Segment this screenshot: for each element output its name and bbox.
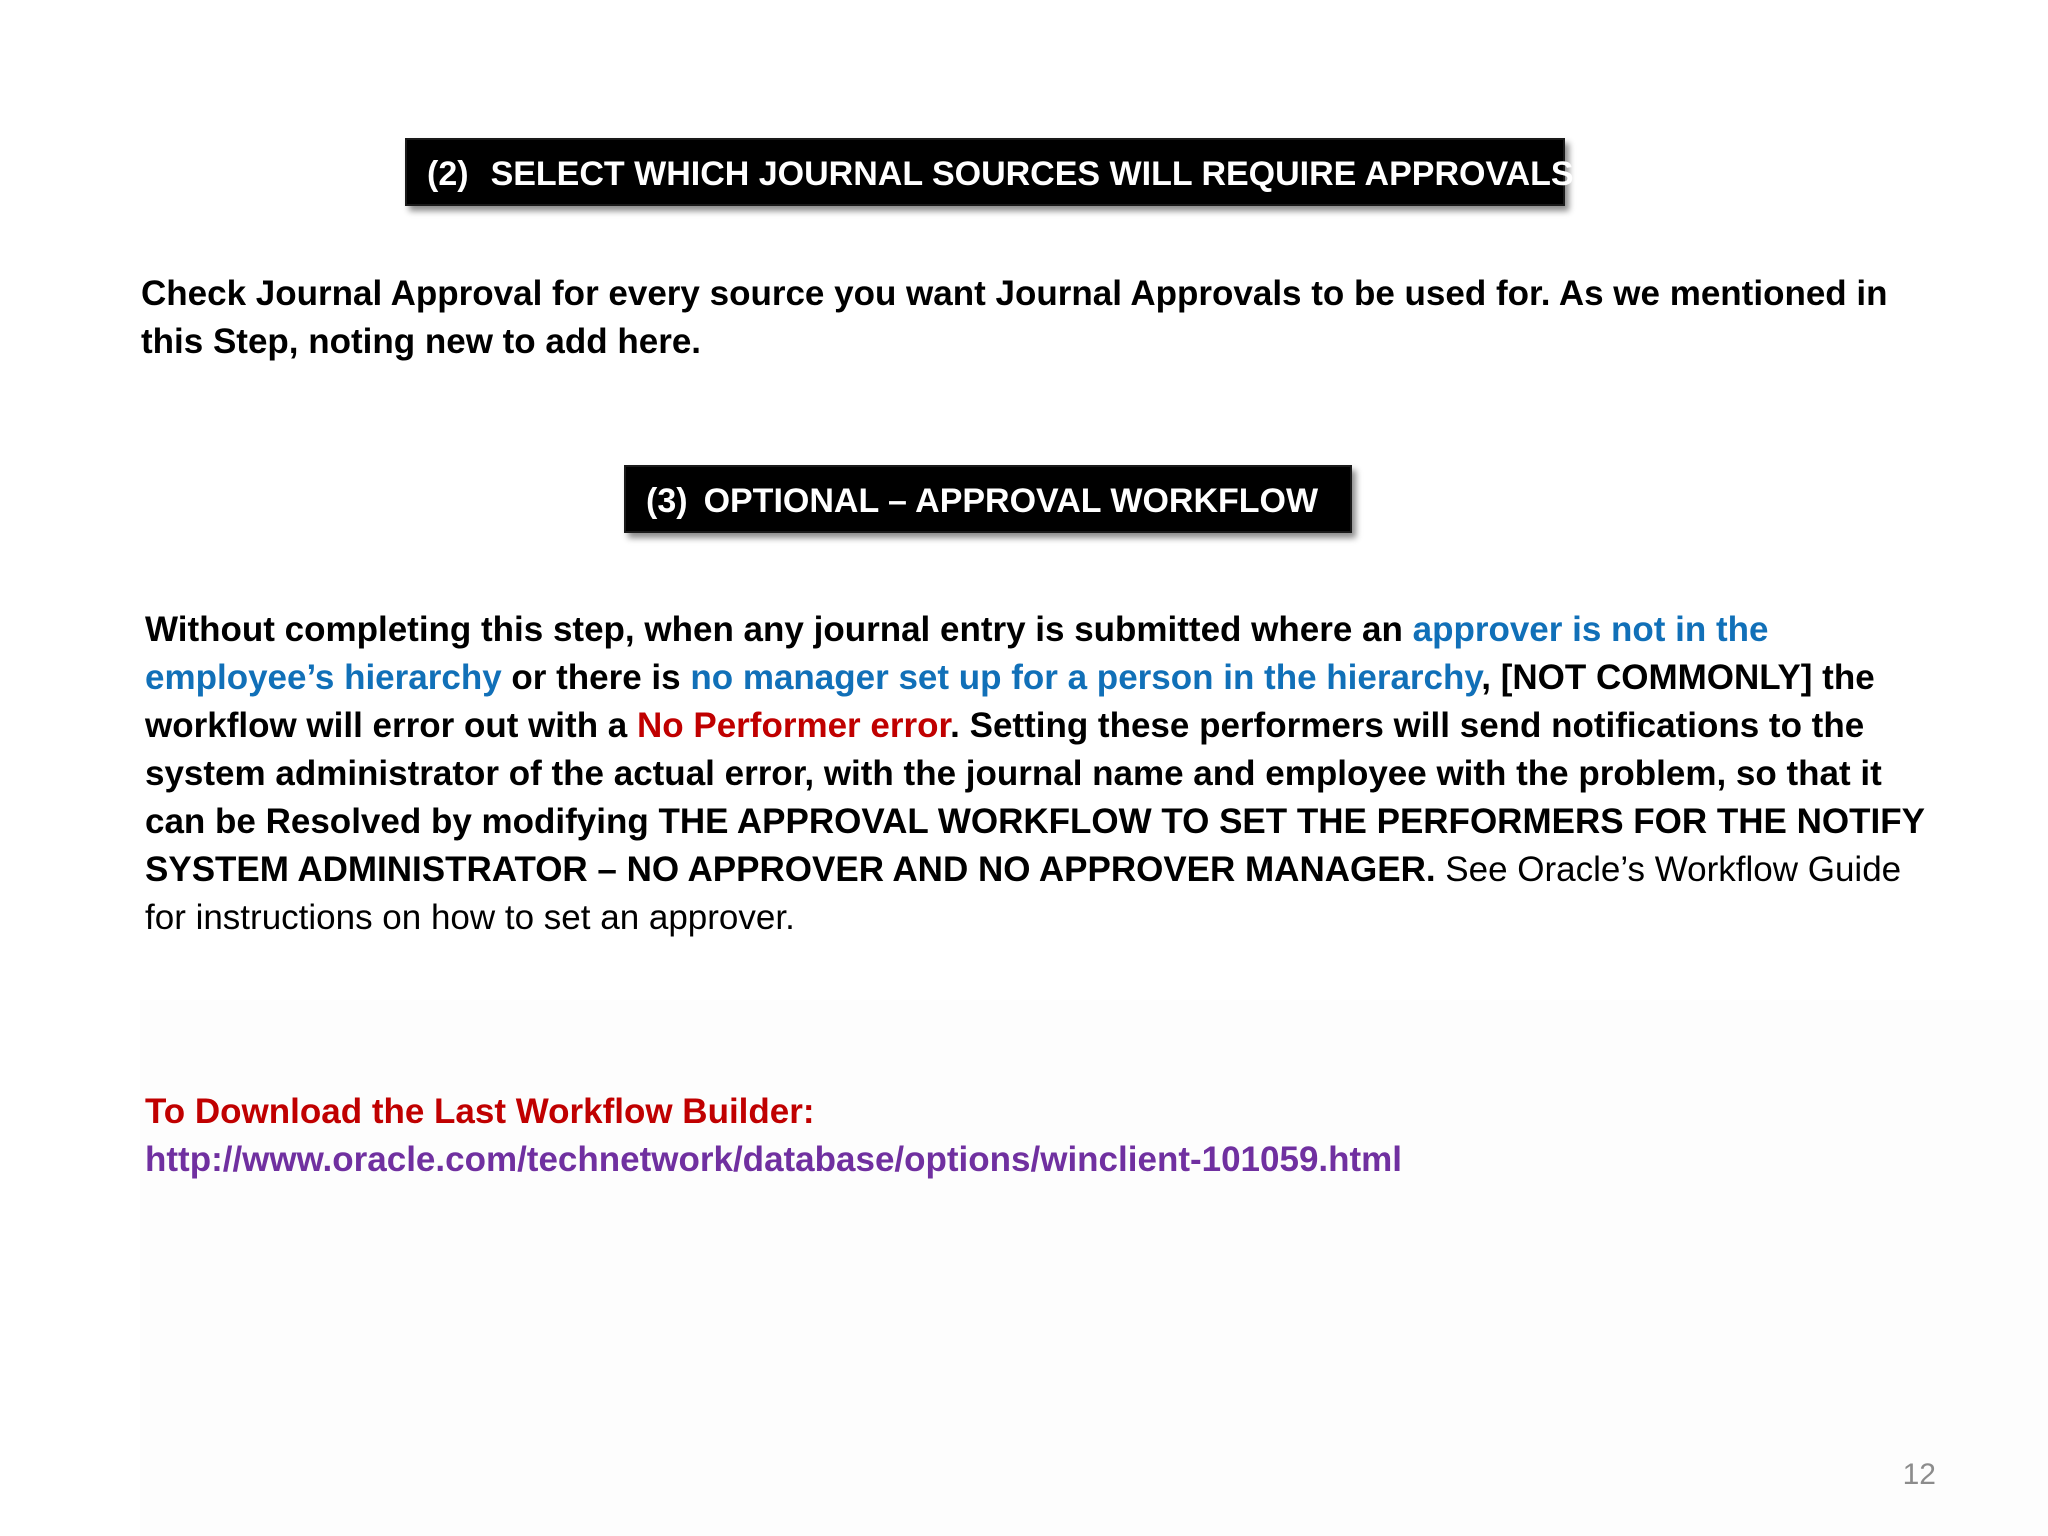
description-text: , [NOT COMMONLY] the workflow will error out with a (145, 658, 1875, 745)
background-panel (140, 1000, 2048, 1536)
download-link[interactable]: http://www.oracle.com/technetwork/database/options/winclient-101059.html (145, 1140, 1403, 1179)
section-3-banner (624, 465, 1352, 533)
section-2-banner (405, 138, 1584, 206)
page-number: 12 (1902, 1458, 1936, 1491)
description-text: . Setting these performers will send notifications to the system administrator of the actual error, with the journal name and employee with the problem, so that it can be Resolved by modifying THE APPROVAL WORKFLOW TO SET THE PERFORMERS FOR THE NOTIFY SYSTEM ADMINISTRATOR – NO APPROVER AND NO APPROVER MANAGER. (145, 706, 1925, 889)
section-2-title: SELECT WHICH JOURNAL SOURCES WILL REQUIRE APPROVALS. (490, 155, 1584, 193)
highlight-no-performer-error: No Performer error (636, 706, 951, 745)
section-3-description (145, 606, 1945, 942)
description-text: or there is (501, 658, 691, 697)
description-text: Without completing this step, when any journal entry is submitted where an (145, 610, 1413, 649)
highlight-no-manager: no manager set up for a person in the hierarchy (690, 658, 1482, 697)
download-title: To Download the Last Workflow Builder: (145, 1092, 815, 1131)
highlight-approver-not-in-hierarchy: approver is not in the employee’s hierarchy (145, 610, 1769, 697)
section-2-number: (2) (427, 155, 469, 193)
section-3-title: OPTIONAL – APPROVAL WORKFLOW (703, 482, 1319, 520)
section-3-number: (3) (646, 482, 688, 520)
description-note: See Oracle’s Workflow Guide for instructions on how to set an approver. (145, 850, 1902, 937)
section-2-description: Check Journal Approval for every source you want Journal Approvals to be used for. As we mentioned in this Step, noting new to add here. (141, 274, 1888, 361)
